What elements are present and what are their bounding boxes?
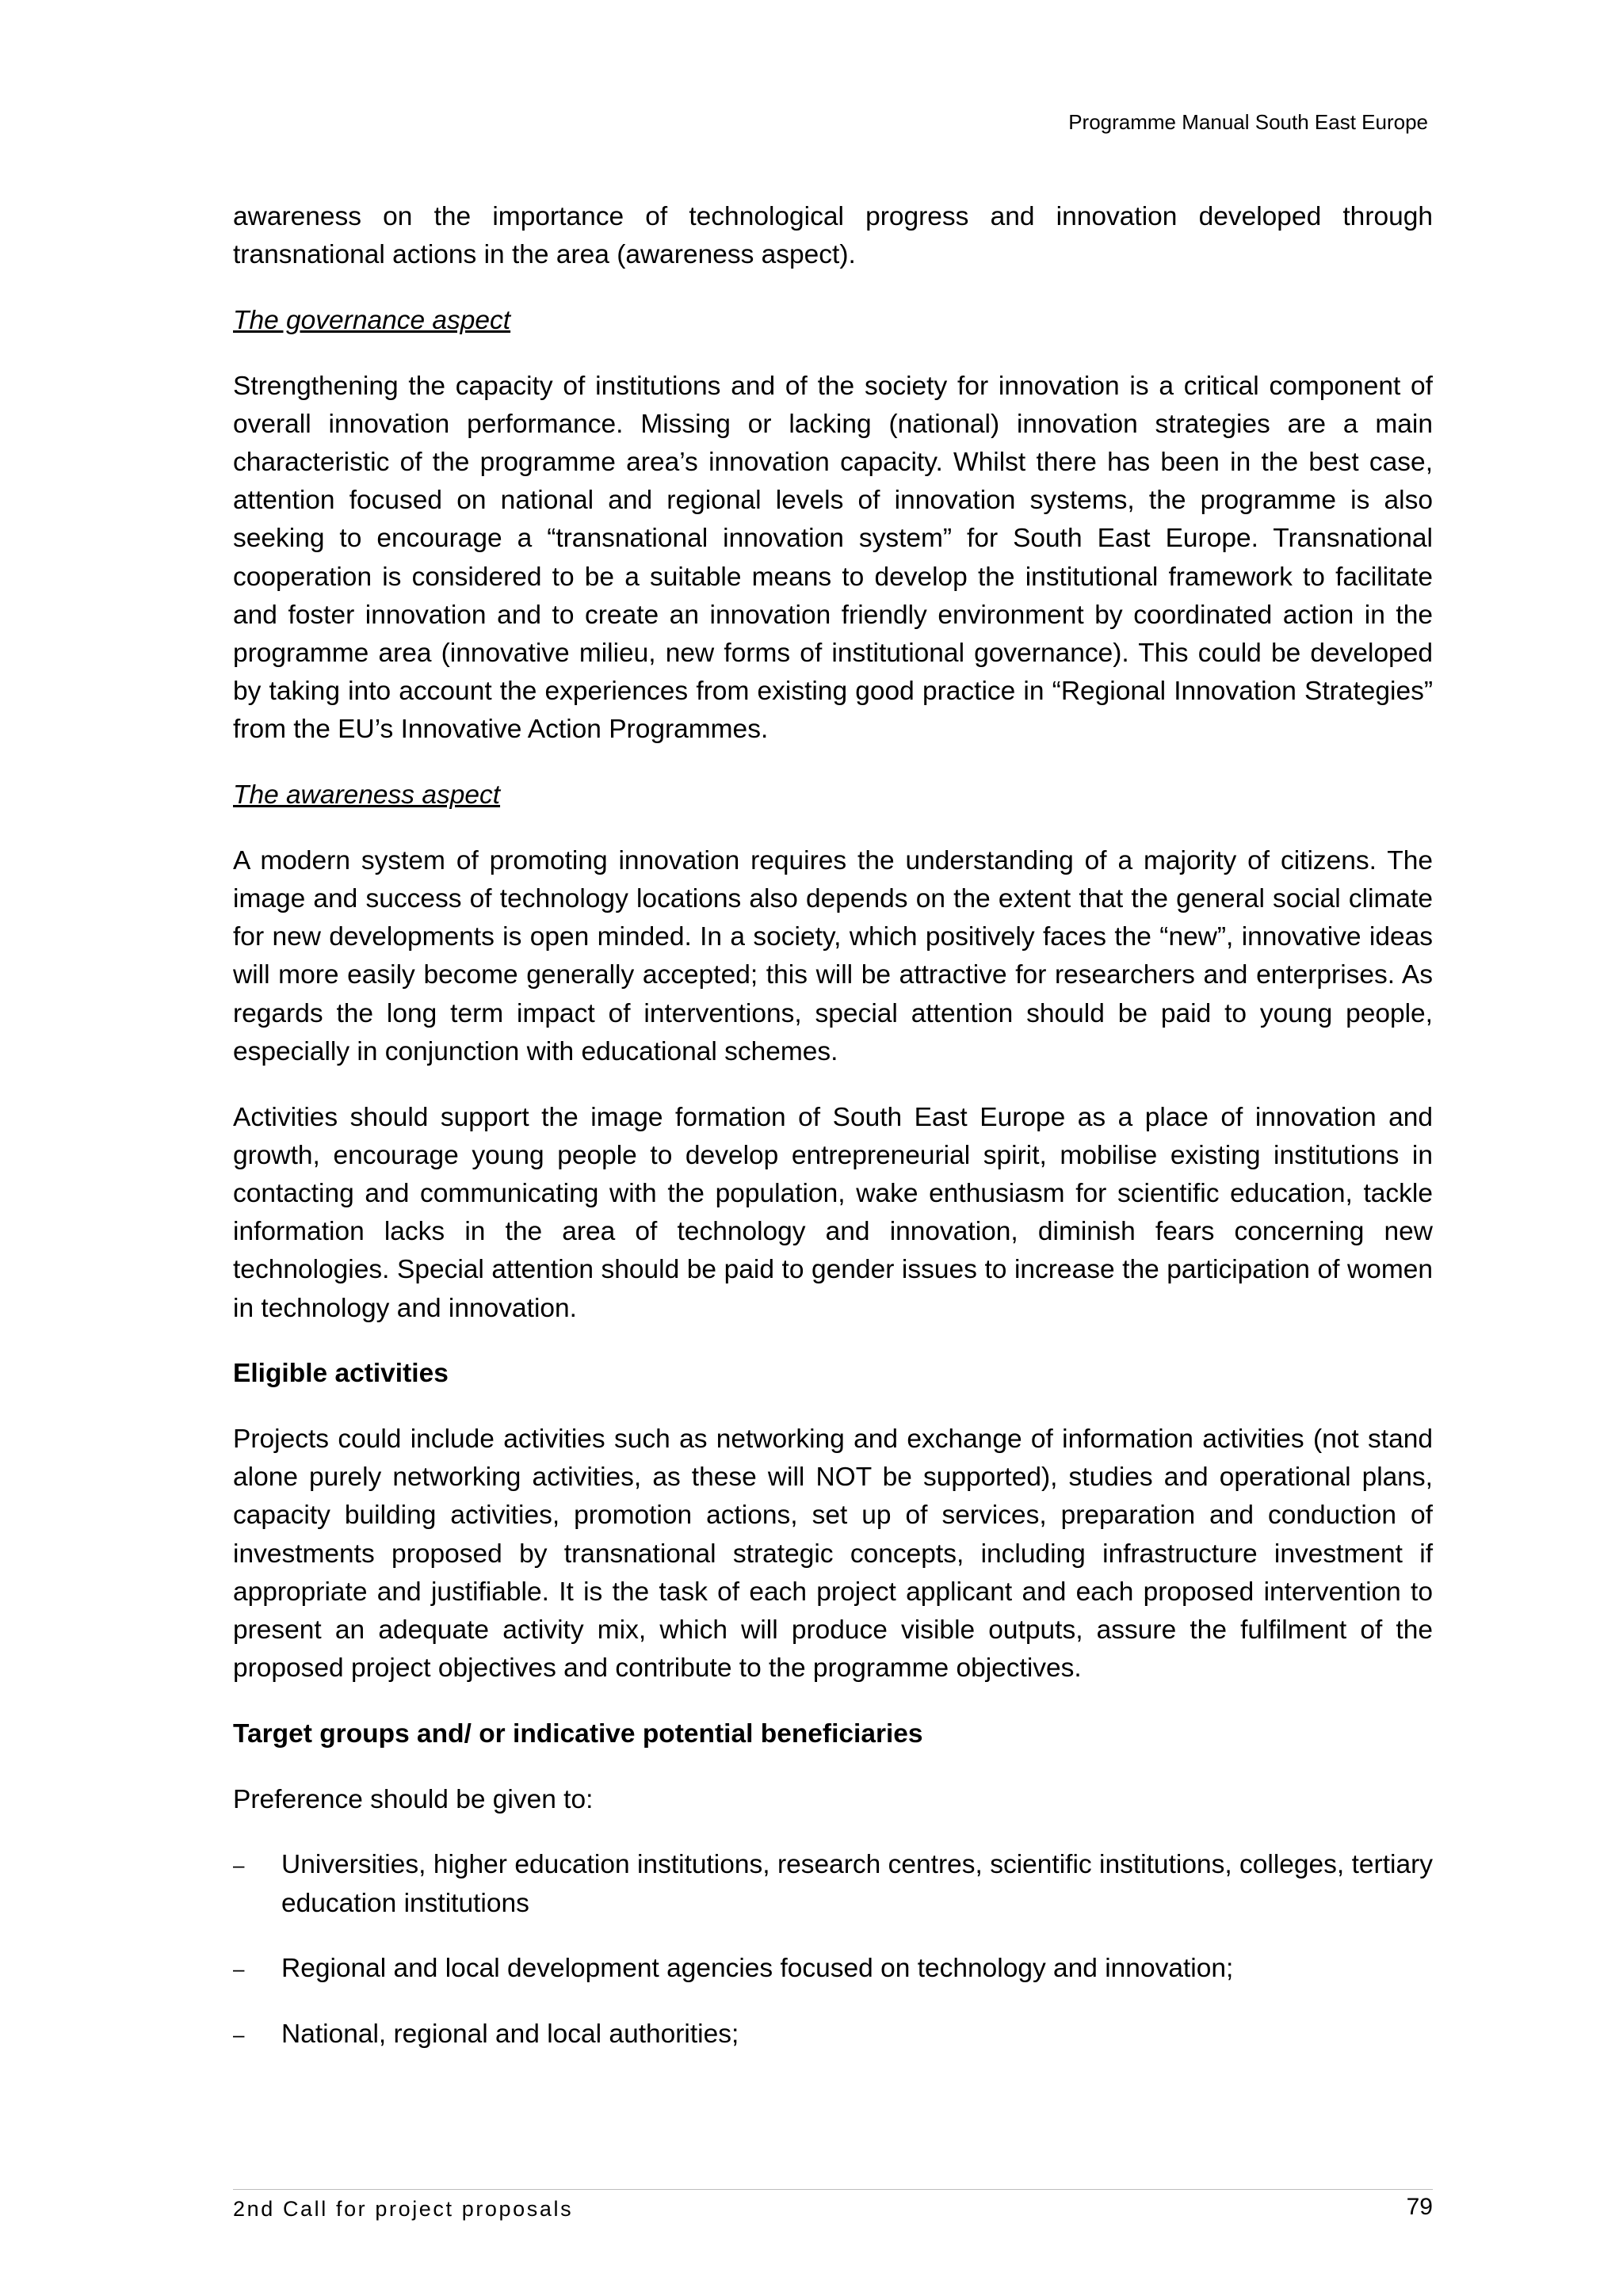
governance-paragraph: Strengthening the capacity of institutions and of the society for innovation is a critical component of overall innovation performance. Missing or lacking (national) innovation strategies are a main characteristic of the programme area’s innovation capacity. Whilst there has been in the best case, attention focused on national and regional levels of innovation systems, the programme is also seeking to encourage a “transnational innovation system” for South East Europe. Transnational cooperation is considered to be a suitable means to develop the institutional framework to facilitate and foster innovation and to create an innovation friendly environment by coordinated action in the programme area (innovative milieu, new forms of institutional governance). This could be developed by taking into account the experiences from existing good practice in “Regional Innovation Strategies” from the EU’s Innovative Action Programmes. [233,371,1433,745]
list-item-text: Regional and local development agencies focused on technology and innovation; [281,1954,1234,1984]
intro-paragraph: awareness on the importance of technological progress and innovation developed through transnational actions in the area (awareness aspect). [233,202,1433,270]
dash-bullet: – [233,1957,245,1981]
list-item [233,1846,1433,1922]
target-groups-heading: Target groups and/ or indicative potential beneficiaries [233,1718,923,1749]
eligible-activities-paragraph: Projects could include activities such as networking and exchange of information activities (not stand alone purely networking activities, as these will NOT be supported), studies and operational plans, capacity building activities, promotion actions, set up of services, preparation and conduction of investments proposed by transnational strategic concepts, including infrastructure investment if appropriate and justifiable. It is the task of each project applicant and each proposed intervention to present an adequate activity mix, which will produce visible outputs, assure the fulfilment of the proposed project objectives and contribute to the programme objectives. [233,1424,1433,1684]
page-number: 79 [1406,2194,1433,2220]
dash-bullet: – [233,1853,245,1878]
awareness-paragraph-2: Activities should support the image formation of South East Europe as a place of innovation and growth, encourage young people to develop entrepreneurial spirit, mobilise existing institutions in contacting and communicating with the population, wake enthusiasm for scientific education, tackle information lacks in the area of technology and innovation, diminish fears concerning new technologies. Special attention should be paid to gender issues to increase the participation of women in technology and innovation. [233,1102,1433,1323]
list-item-text: Universities, higher education institutions, research centres, scientific institutions, colleges, tertiary education institutions [281,1850,1433,1918]
footer-divider [233,2189,1433,2190]
list-item [233,2016,1433,2054]
eligible-activities-heading: Eligible activities [233,1359,449,1389]
beneficiaries-list [233,1846,1433,2054]
governance-heading: The governance aspect [233,305,511,335]
awareness-heading: The awareness aspect [233,780,501,810]
page-body [233,198,1433,2081]
footer-call-label: 2nd Call for project proposals [233,2197,574,2221]
running-header: Programme Manual South East Europe [1068,110,1428,134]
list-item-text: National, regional and local authorities; [281,2019,739,2049]
dash-bullet: – [233,2022,245,2046]
preference-intro: Preference should be given to: [233,1784,594,1814]
awareness-paragraph-1: A modern system of promoting innovation requires the understanding of a majority of citizens. The image and success of technology locations also depends on the extent that the general social climate for new developments is open minded. In a society, which positively faces the “new”, innovative ideas will more easily become generally accepted; this will be attractive for researchers and enterprises. As regards the long term impact of interventions, special attention should be paid to young people, especially in conjunction with educational schemes. [233,845,1433,1066]
list-item [233,1950,1433,1988]
